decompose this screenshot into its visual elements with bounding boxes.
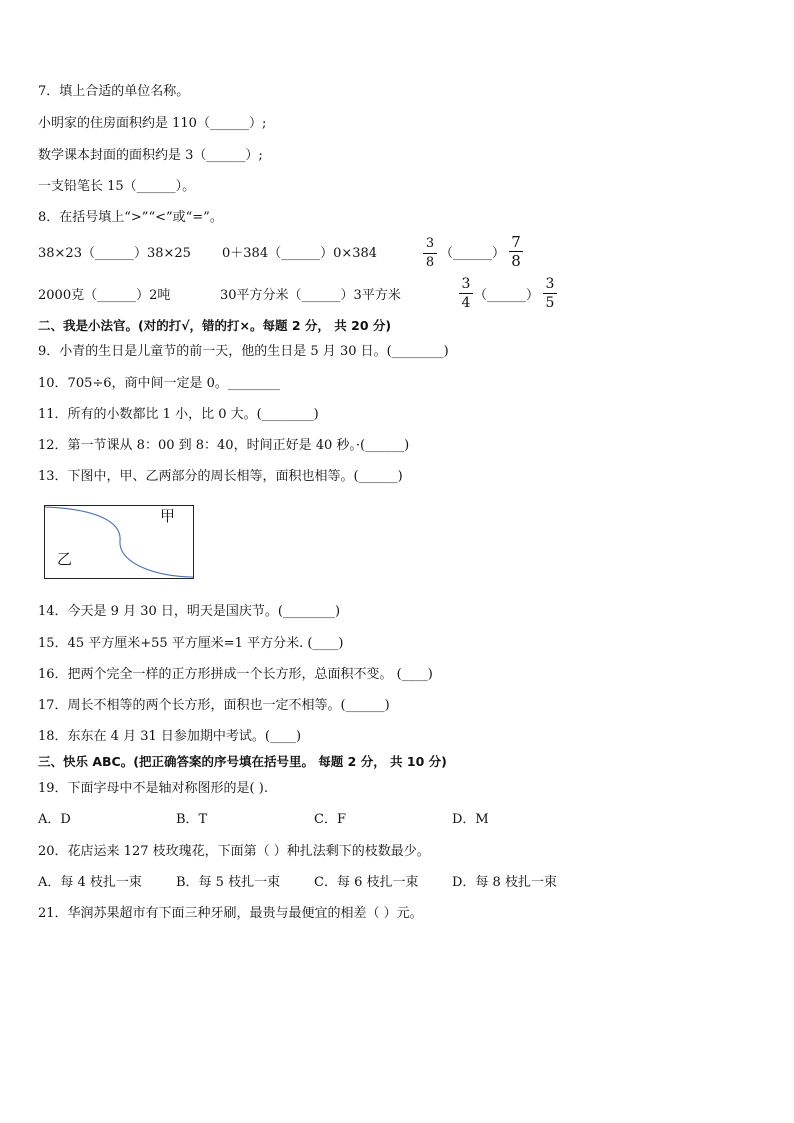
q11: 11．所有的小数都比 1 小，比 0 大。(________) [38, 407, 319, 422]
q8-r2-c2: 30平方分米（______）3平方米 [220, 288, 401, 303]
q18: 18．东东在 4 月 31 日参加期中考试。(____) [38, 729, 302, 744]
q20: 20．花店运来 127 枝玫瑰花，下面第（ ）种扎法剩下的枝数最少。 [38, 844, 430, 859]
denominator: 5 [545, 295, 555, 311]
q19-option-c: C．F [314, 812, 346, 827]
q8-r2-c1: 2000克（______）2吨 [38, 288, 171, 303]
q19-option-d: D．M [452, 812, 489, 827]
denominator: 8 [425, 255, 435, 270]
region-yi-label: 乙 [57, 550, 73, 568]
numerator: 3 [461, 276, 471, 292]
q19: 19．下面字母中不是轴对称图形的是( ). [38, 781, 268, 796]
numerator: 3 [425, 236, 435, 251]
region-jia-label: 甲 [160, 507, 176, 525]
q7-item-a: 小明家的住房面积约是 110（______）; [38, 116, 267, 131]
q13: 13．下图中，甲、乙两部分的周长相等，面积也相等。(______) [38, 469, 403, 484]
q20-option-c: C．每 6 枝扎一束 [314, 875, 419, 890]
q14: 14．今天是 9 月 30 日，明天是国庆节。(________) [38, 604, 341, 619]
q21: 21．华润苏果超市有下面三种牙刷，最贵与最便宜的相差（ ）元。 [38, 906, 423, 921]
q20-option-a: A．每 4 枝扎一束 [38, 875, 142, 890]
q8-r1-c1: 38×23（______）38×25 [38, 246, 191, 261]
q20-option-b: B．每 5 枝扎一束 [176, 875, 281, 890]
q8-r2-blank: （______） [474, 288, 540, 303]
q8-r2-fraction-right [543, 277, 557, 310]
q7-item-b: 数学课本封面的面积约是 3（______）; [38, 148, 263, 163]
q16: 16．把两个完全一样的正方形拼成一个长方形，总面积不变。 (____) [38, 667, 433, 682]
q7-title: 7．填上合适的单位名称。 [38, 84, 190, 99]
q8-r1-fraction-left [423, 237, 437, 270]
denominator: 8 [511, 252, 521, 270]
section3-header: 三、快乐 ABC。(把正确答案的序号填在括号里。 每题 2 分， 共 10 分) [38, 754, 447, 769]
section2-header: 二、我是小法官。(对的打√，错的打×。每题 2 分， 共 20 分) [38, 318, 392, 333]
fraction-bar [423, 253, 437, 254]
q8-title: 8．在括号填上“>”“<”或“=”。 [38, 210, 223, 225]
q19-option-a: A．D [38, 812, 71, 827]
q8-r1-fraction-right [509, 235, 523, 268]
q19-option-b: B．T [176, 812, 208, 827]
q17: 17．周长不相等的两个长方形，面积也一定不相等。(______) [38, 698, 390, 713]
q8-r1-blank: （______） [440, 246, 506, 261]
numerator: 7 [511, 233, 521, 251]
fraction-bar [543, 293, 557, 294]
q15: 15．45 平方厘米+55 平方厘米=1 平方分米. (____) [38, 636, 344, 651]
q20-option-d: D．每 8 枝扎一束 [452, 875, 557, 890]
q12: 12．第一节课从 8：00 到 8：40，时间正好是 40 秒。·(______) [38, 438, 410, 453]
q13-figure [44, 505, 194, 579]
numerator: 3 [545, 276, 555, 292]
denominator: 4 [461, 295, 471, 311]
q10: 10．705÷6，商中间一定是 0。________ [38, 376, 280, 391]
q8-r2-fraction-left [459, 277, 473, 310]
q8-r1-c2: 0＋384（______）0×384 [222, 246, 378, 261]
fraction-bar [459, 293, 473, 294]
q7-item-c: 一支铅笔长 15（______）。 [38, 179, 196, 194]
q9: 9．小青的生日是儿童节的前一天，他的生日是 5 月 30 日。(________) [38, 344, 449, 359]
